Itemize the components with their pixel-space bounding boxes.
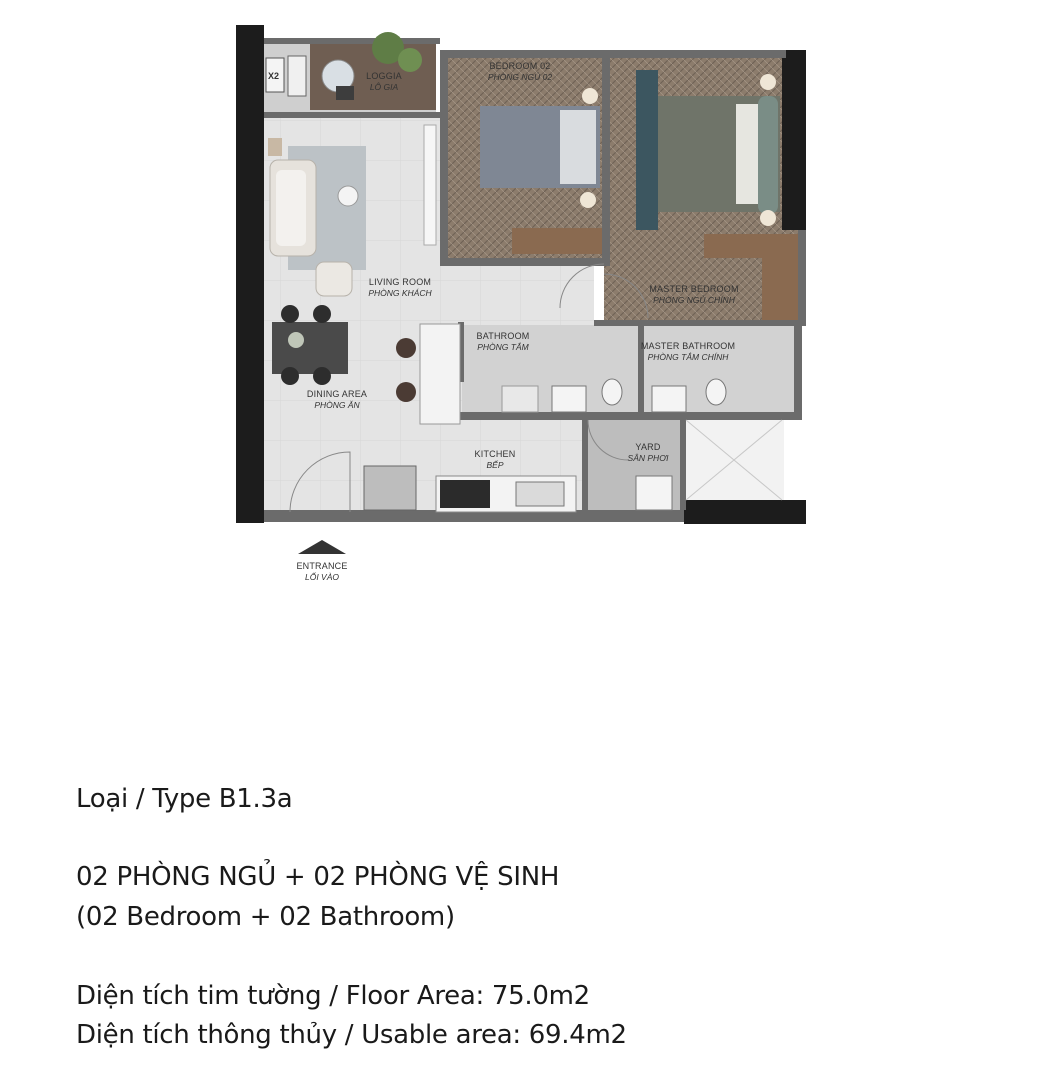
bathroom-sink: [552, 386, 586, 412]
tv-console: [424, 125, 436, 245]
dining-table: [272, 322, 348, 374]
label-bedroom02-vi: PHÒNG NGỦ 02: [487, 72, 553, 82]
north-wall-loggia: [264, 38, 440, 44]
label-kitchen: KITCHEN: [474, 449, 516, 459]
entrance-marker: [296, 540, 347, 582]
bedroom02-wardrobe: [512, 228, 602, 254]
bath-divider: [638, 322, 644, 418]
floor-area: Diện tích tim tường / Floor Area: 75.0m2: [76, 981, 590, 1011]
bedroom-divider: [602, 56, 610, 266]
bar-stool: [396, 338, 416, 358]
north-wall-bedroom: [440, 50, 786, 58]
master-east-lower: [798, 230, 806, 326]
armchair: [316, 262, 352, 296]
kitchen-island: [420, 324, 460, 424]
entrance-label: ENTRANCE: [296, 561, 348, 571]
master-south-wall: [594, 320, 806, 326]
label-bathroom-vi: PHÒNG TẮM: [477, 342, 529, 352]
entrance-arrow-icon: [298, 540, 346, 554]
east-wall: [782, 50, 806, 230]
master-bath-east: [794, 326, 802, 420]
master-wardrobe: [704, 234, 798, 258]
cooktop: [440, 480, 490, 508]
room-count-vi: 02 PHÒNG NGỦ + 02 PHÒNG VỆ SINH: [76, 862, 560, 892]
label-master-bedroom-vi: PHÒNG NGỦ CHÍNH: [653, 295, 735, 305]
label-dining-area: DINING AREA: [306, 389, 368, 399]
label-yard: YARD: [635, 442, 661, 452]
yard-east-wall: [680, 418, 686, 510]
shoe-cabinet: [268, 138, 282, 156]
label-yard-vi: SÂN PHƠI: [627, 453, 669, 463]
label-loggia: LOGGIA: [366, 71, 402, 81]
side-table: [338, 186, 358, 206]
usable-area: Diện tích thông thủy / Usable area: 69.4m2: [76, 1020, 627, 1050]
entrance-label-vi: LỐI VÀO: [304, 572, 340, 582]
label-dining-area-vi: PHÒNG ĂN: [314, 400, 360, 410]
master-headboard: [758, 96, 778, 214]
loggia-partition: [264, 112, 440, 118]
fridge: [364, 466, 416, 510]
shower: [502, 386, 538, 412]
label-living-room: LIVING ROOM: [368, 277, 432, 287]
label-bathroom: BATHROOM: [476, 331, 530, 341]
bath-south-wall: [458, 412, 800, 420]
bathroom-toilet: [602, 379, 622, 405]
label-bedroom02: BEDROOM 02: [489, 61, 551, 71]
label-loggia-vi: LÔ GIA: [369, 82, 399, 92]
label-kitchen-vi: BẾP: [486, 460, 504, 470]
dining-chair: [281, 305, 299, 323]
washing-machine: [636, 476, 672, 510]
west-wall: [236, 25, 264, 523]
master-bath-toilet: [706, 379, 726, 405]
bedroom02-west-wall: [440, 56, 448, 264]
label-living-room-vi: PHÒNG KHÁCH: [368, 288, 432, 298]
bedroom02-south-wall: [440, 258, 606, 266]
unit-type: Loại / Type B1.3a: [76, 784, 293, 814]
south-east-wall: [684, 500, 806, 524]
label-master-bedroom: MASTER BEDROOM: [649, 284, 739, 294]
yard-west-wall: [582, 418, 588, 512]
drying-rack: [288, 56, 306, 96]
sink: [516, 482, 564, 506]
master-rug: [636, 70, 658, 230]
master-bath-sink: [652, 386, 686, 412]
loggia-chair: [336, 86, 354, 100]
ac-unit-label: X2: [268, 71, 280, 81]
label-master-bathroom: MASTER BATHROOM: [640, 341, 736, 351]
label-master-bathroom-vi: PHÒNG TẮM CHÍNH: [647, 352, 729, 362]
room-count-en: (02 Bedroom + 02 Bathroom): [76, 902, 455, 932]
